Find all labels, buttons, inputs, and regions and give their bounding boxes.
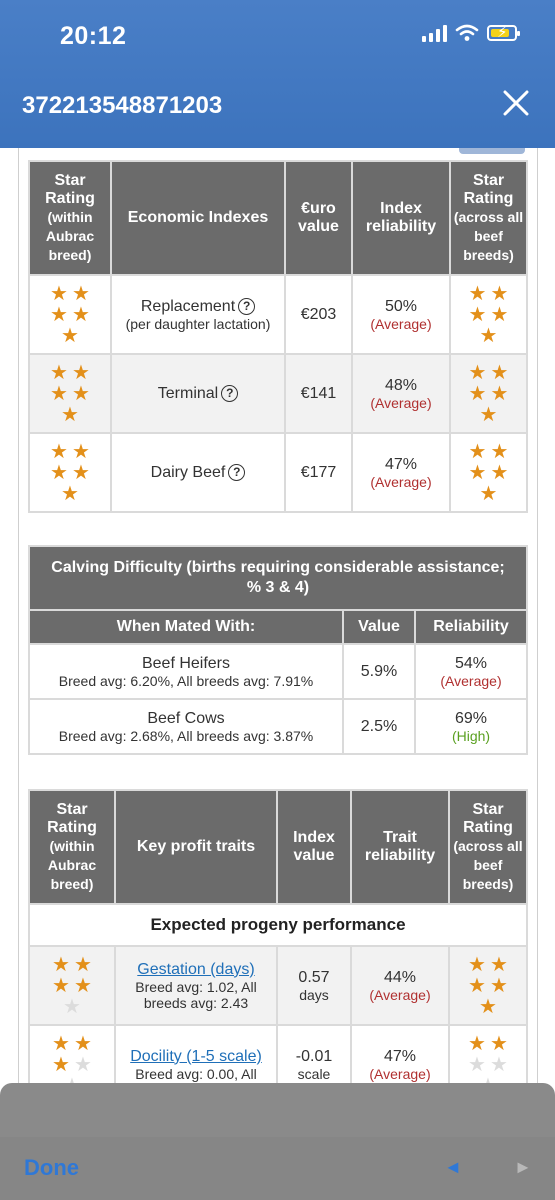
table-header-row	[29, 161, 527, 275]
star-filled-icon: ★	[490, 361, 509, 384]
star-filled-icon: ★	[468, 953, 486, 976]
table-row	[29, 433, 527, 512]
header-economic-indexes: Economic Indexes	[111, 161, 285, 275]
star-filled-icon: ★	[490, 974, 508, 997]
star-filled-icon: ★	[479, 995, 497, 1018]
reliability-value: 48%	[384, 376, 418, 394]
reliability-label: (High)	[451, 727, 491, 744]
index-name: Dairy Beef	[150, 463, 226, 481]
star-empty-icon: ★	[63, 995, 81, 1018]
reliability-value: 69%	[454, 709, 488, 727]
toolbar-shade	[0, 1083, 555, 1137]
star-filled-icon: ★	[72, 440, 90, 463]
header-euro-value: €uro value	[285, 161, 352, 275]
breed-average: Breed avg: 0.00, All	[135, 1065, 257, 1082]
star-rating-across	[467, 283, 511, 346]
star-empty-icon: ★	[74, 1053, 92, 1076]
star-rating-across	[467, 362, 511, 425]
header-index-reliability: Index reliability	[352, 161, 450, 275]
header-star-within: Star Rating (within Aubrac breed)	[29, 790, 115, 904]
header-when-mated: When Mated With:	[29, 610, 343, 644]
collapsed-tab[interactable]	[459, 148, 525, 154]
star-filled-icon: ★	[74, 974, 92, 997]
star-filled-icon: ★	[490, 1032, 508, 1055]
table-row	[29, 699, 527, 754]
star-filled-icon: ★	[490, 382, 509, 405]
status-time: 20:12	[60, 22, 127, 50]
index-name: Terminal	[157, 384, 219, 402]
star-filled-icon: ★	[52, 974, 70, 997]
star-filled-icon: ★	[490, 461, 509, 484]
star-filled-icon: ★	[490, 440, 509, 463]
header-star-across: Star Rating (across all beef breeds)	[450, 161, 527, 275]
wifi-icon	[455, 24, 479, 42]
index-value: -0.01	[295, 1047, 333, 1065]
star-filled-icon: ★	[468, 974, 486, 997]
reliability-value: 50%	[384, 297, 418, 315]
star-filled-icon: ★	[72, 303, 90, 326]
star-filled-icon: ★	[468, 361, 487, 384]
content-area[interactable]	[0, 148, 555, 1083]
star-filled-icon: ★	[50, 440, 68, 463]
table-row	[29, 354, 527, 433]
star-filled-icon: ★	[468, 440, 487, 463]
table-row	[29, 946, 527, 1025]
table-header-row	[29, 610, 527, 644]
star-filled-icon: ★	[479, 482, 498, 505]
header-star-across: Star Rating (across all beef breeds)	[449, 790, 527, 904]
bottom-toolbar	[0, 1137, 555, 1200]
calving-value: 5.9%	[343, 644, 415, 699]
star-filled-icon: ★	[490, 953, 508, 976]
star-filled-icon: ★	[52, 1032, 70, 1055]
star-filled-icon: ★	[50, 282, 68, 305]
reliability-label: (Average)	[369, 986, 431, 1003]
section-title: Expected progeny performance	[29, 904, 527, 946]
star-rating-within	[48, 283, 92, 346]
header-reliability: Reliability	[415, 610, 527, 644]
done-button[interactable]: Done	[24, 1155, 79, 1180]
help-icon[interactable]: ?	[221, 385, 238, 402]
reliability-label: (Average)	[370, 473, 432, 490]
star-rating-across	[466, 954, 510, 1017]
header-value: Value	[343, 610, 415, 644]
header-trait-reliability: Trait reliability	[351, 790, 449, 904]
trait-link[interactable]: Docility (1-5 scale)	[130, 1047, 262, 1065]
star-rating-within	[48, 362, 92, 425]
economic-index-table	[28, 160, 528, 513]
star-rating-within	[50, 954, 94, 1017]
star-filled-icon: ★	[74, 1032, 92, 1055]
reliability-value: 44%	[383, 968, 417, 986]
index-value: 0.57	[298, 968, 330, 986]
section-row	[29, 904, 527, 946]
table-header-row	[29, 790, 527, 904]
star-filled-icon: ★	[52, 1053, 70, 1076]
reliability-value: 47%	[384, 455, 418, 473]
index-unit: days	[299, 986, 329, 1003]
star-filled-icon: ★	[468, 303, 487, 326]
euro-value: €203	[285, 275, 352, 354]
calving-difficulty-table	[28, 545, 528, 755]
reliability-label: (Average)	[370, 394, 432, 411]
index-unit: scale	[297, 1065, 331, 1082]
calving-title: Calving Difficulty (births requiring considerable assistance; % 3 & 4)	[29, 546, 527, 610]
star-filled-icon: ★	[50, 361, 68, 384]
header-key-profit-traits: Key profit traits	[115, 790, 277, 904]
reliability-value: 54%	[454, 654, 488, 672]
star-filled-icon: ★	[468, 1032, 486, 1055]
star-filled-icon: ★	[50, 382, 68, 405]
star-filled-icon: ★	[52, 953, 70, 976]
signal-icon	[422, 24, 447, 42]
star-filled-icon: ★	[468, 461, 487, 484]
breed-average: Breed avg: 1.02, All breeds avg: 2.43	[135, 978, 257, 1011]
calving-value: 2.5%	[343, 699, 415, 754]
help-icon[interactable]: ?	[238, 298, 255, 315]
star-filled-icon: ★	[72, 382, 90, 405]
euro-value: €141	[285, 354, 352, 433]
star-filled-icon: ★	[50, 461, 68, 484]
star-filled-icon: ★	[468, 282, 487, 305]
battery-icon: ⚡	[487, 25, 517, 41]
star-empty-icon: ★	[490, 1053, 508, 1076]
status-icons	[422, 24, 517, 42]
mated-type: Beef Heifers	[141, 654, 231, 672]
header-star-within: Star Rating (within Aubrac breed)	[29, 161, 111, 275]
star-filled-icon: ★	[468, 382, 487, 405]
close-icon[interactable]	[499, 86, 533, 120]
table-row	[29, 644, 527, 699]
page-title: 372213548871203	[22, 92, 223, 119]
euro-value: €177	[285, 433, 352, 512]
table-row	[29, 275, 527, 354]
reliability-label: (Average)	[370, 315, 432, 332]
star-filled-icon: ★	[72, 461, 90, 484]
trait-link[interactable]: Gestation (days)	[137, 960, 255, 978]
star-filled-icon: ★	[74, 953, 92, 976]
star-filled-icon: ★	[479, 403, 498, 426]
star-rating-across	[467, 441, 511, 504]
star-filled-icon: ★	[61, 403, 79, 426]
reliability-label: (Average)	[369, 1065, 431, 1082]
calving-title-row	[29, 546, 527, 610]
star-filled-icon: ★	[490, 282, 509, 305]
star-filled-icon: ★	[72, 282, 90, 305]
back-arrow-icon[interactable]: ◄	[444, 1157, 462, 1177]
breed-average: Breed avg: 6.20%, All breeds avg: 7.91%	[58, 672, 314, 689]
breed-average: Breed avg: 2.68%, All breeds avg: 3.87%	[58, 727, 314, 744]
star-filled-icon: ★	[72, 361, 90, 384]
star-filled-icon: ★	[490, 303, 509, 326]
header-index-value: Index value	[277, 790, 351, 904]
star-rating-within	[48, 441, 92, 504]
forward-arrow-icon[interactable]: ►	[514, 1157, 532, 1177]
mated-type: Beef Cows	[147, 709, 225, 727]
index-subtext: (per daughter lactation)	[125, 315, 271, 332]
help-icon[interactable]: ?	[228, 464, 245, 481]
star-filled-icon: ★	[61, 482, 79, 505]
top-bar	[0, 0, 555, 148]
reliability-label: (Average)	[440, 672, 502, 689]
star-filled-icon: ★	[61, 324, 79, 347]
star-empty-icon: ★	[468, 1053, 486, 1076]
key-profit-traits-table	[28, 789, 528, 1105]
reliability-value: 47%	[383, 1047, 417, 1065]
star-filled-icon: ★	[50, 303, 68, 326]
star-filled-icon: ★	[479, 324, 498, 347]
index-name: Replacement	[140, 297, 236, 315]
